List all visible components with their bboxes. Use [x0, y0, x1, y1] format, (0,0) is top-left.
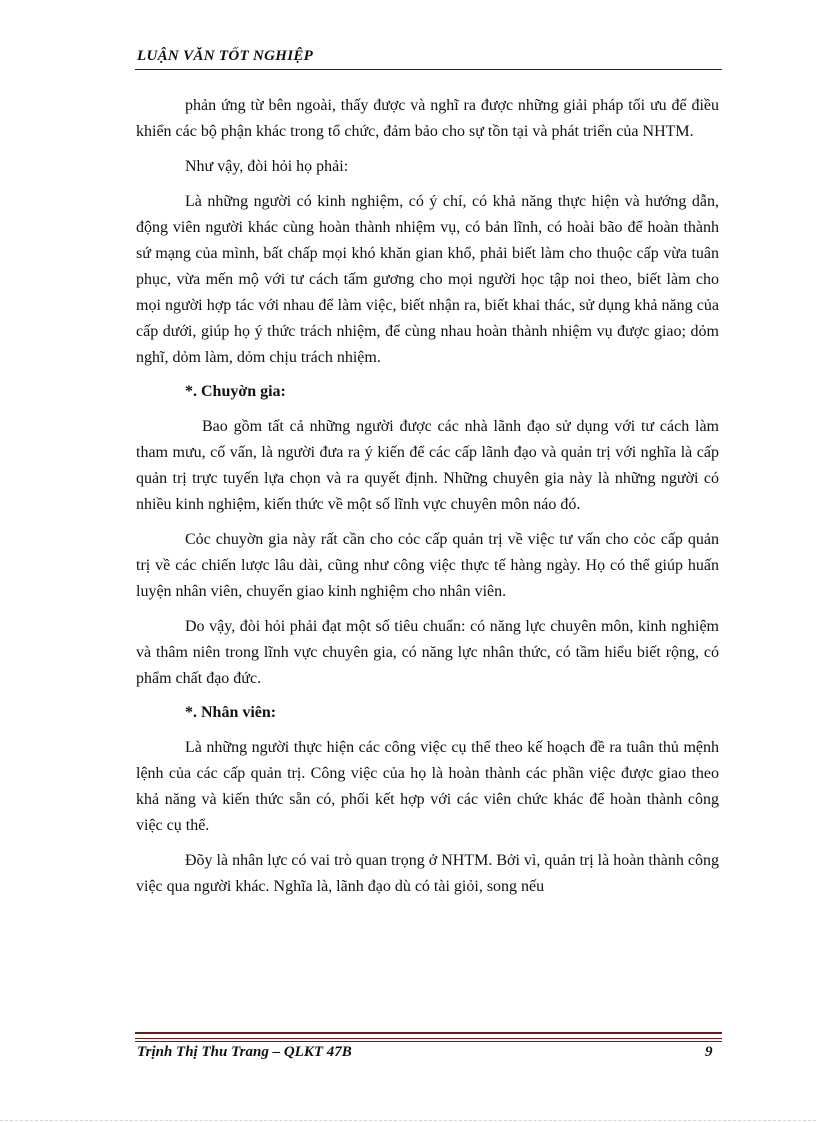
footer-author: Trịnh Thị Thu Trang – QLKT 47B	[137, 1044, 352, 1060]
paragraph-8: Đõy là nhân lực có vai trò quan trọng ở NHTM. Bởi vì, quản trị là hoàn thành công việc qua người khác. Nghĩa là, lãnh đạo dù có tài giỏi, song nếu	[136, 852, 719, 895]
paragraph-6: Do vậy, đòi hỏi phải đạt một số tiêu chuẩn: có năng lực chuyên môn, kinh nghiệm và thâm niên trong lĩnh vực chuyên gia, có năng lực nhân thức, có tầm hiểu biết rộng, có phẩm chất đạo đức.	[136, 618, 719, 687]
paragraph-3: Là những người có kinh nghiệm, có ý chí, có khả năng thực hiện và hướng dẫn, động viên người khác cùng hoàn thành nhiệm vụ, có bản lĩnh, có hoài bão để hoàn thành sứ mạng của mình, bất chấp mọi khó khăn gian khổ, phải biết làm cho thuộc cấp vừa tuân phục, vừa mến mộ với tư cách tấm gương cho mọi người học tập noi theo, biết làm cho mọi người hợp tác với nhau để làm việc, biết nhận ra, biết khai thác, sử dụng khả năng của cấp dưới, giúp họ ý thức trách nhiệm, để cùng nhau hoàn thành nhiệm vụ được giao; dỏm nghĩ, dỏm làm, dỏm chịu trách nhiệm.	[136, 193, 719, 366]
body-text	[136, 93, 719, 900]
paragraph-7: Là những người thực hiện các công việc cụ thể theo kế hoạch đề ra tuân thủ mệnh lệnh của các cấp quản trị. Công việc của họ là hoàn thành các phần việc được giao theo khả năng và kiến thức sẵn có, phối kết hợp với các viên chức khác để hoàn thành công việc cụ thể.	[136, 739, 719, 834]
footer-rule-thin	[135, 1041, 722, 1042]
paragraph-1: phản ứng từ bên ngoài, thấy được và nghĩ ra được những giải pháp tối ưu để điều khiển các bộ phận khác trong tổ chức, đảm bảo cho sự tồn tại và phát triển của NHTM.	[136, 97, 719, 140]
page-bottom-border	[0, 1120, 816, 1121]
footer-rule-thick	[135, 1032, 722, 1034]
paragraph-2: Như vậy, đòi hỏi họ phải:	[185, 158, 349, 175]
page-number: 9	[705, 1044, 713, 1060]
header-rule	[135, 69, 722, 70]
section-heading-nhan-vien: *. Nhân viên:	[185, 704, 277, 721]
paragraph-5: Cỏc chuyờn gia này rất cần cho cỏc cấp quản trị về việc tư vấn cho cỏc cấp quản trị về các chiến lược lâu dài, cũng như công việc thực tế hàng ngày. Họ có thể giúp huấn luyện nhân viên, chuyển giao kinh nghiệm cho nhân viên.	[136, 531, 719, 600]
header-title: LUẬN VĂN TỐT NGHIỆP	[137, 48, 314, 64]
section-heading-chuyen-gia: *. Chuyờn gia:	[185, 383, 286, 400]
footer-rule-thin	[135, 1038, 722, 1039]
paragraph-4: Bao gồm tất cả những người được các nhà lãnh đạo sử dụng với tư cách làm tham mưu, cố vấn, là người đưa ra ý kiến để các cấp lãnh đạo và quản trị với nghĩa là cấp quản trị trực tuyến lựa chọn và ra quyết định. Những chuyên gia này là những người có nhiều kinh nghiệm, kiến thức về một số lĩnh vực chuyên môn náo đó.	[136, 418, 719, 513]
